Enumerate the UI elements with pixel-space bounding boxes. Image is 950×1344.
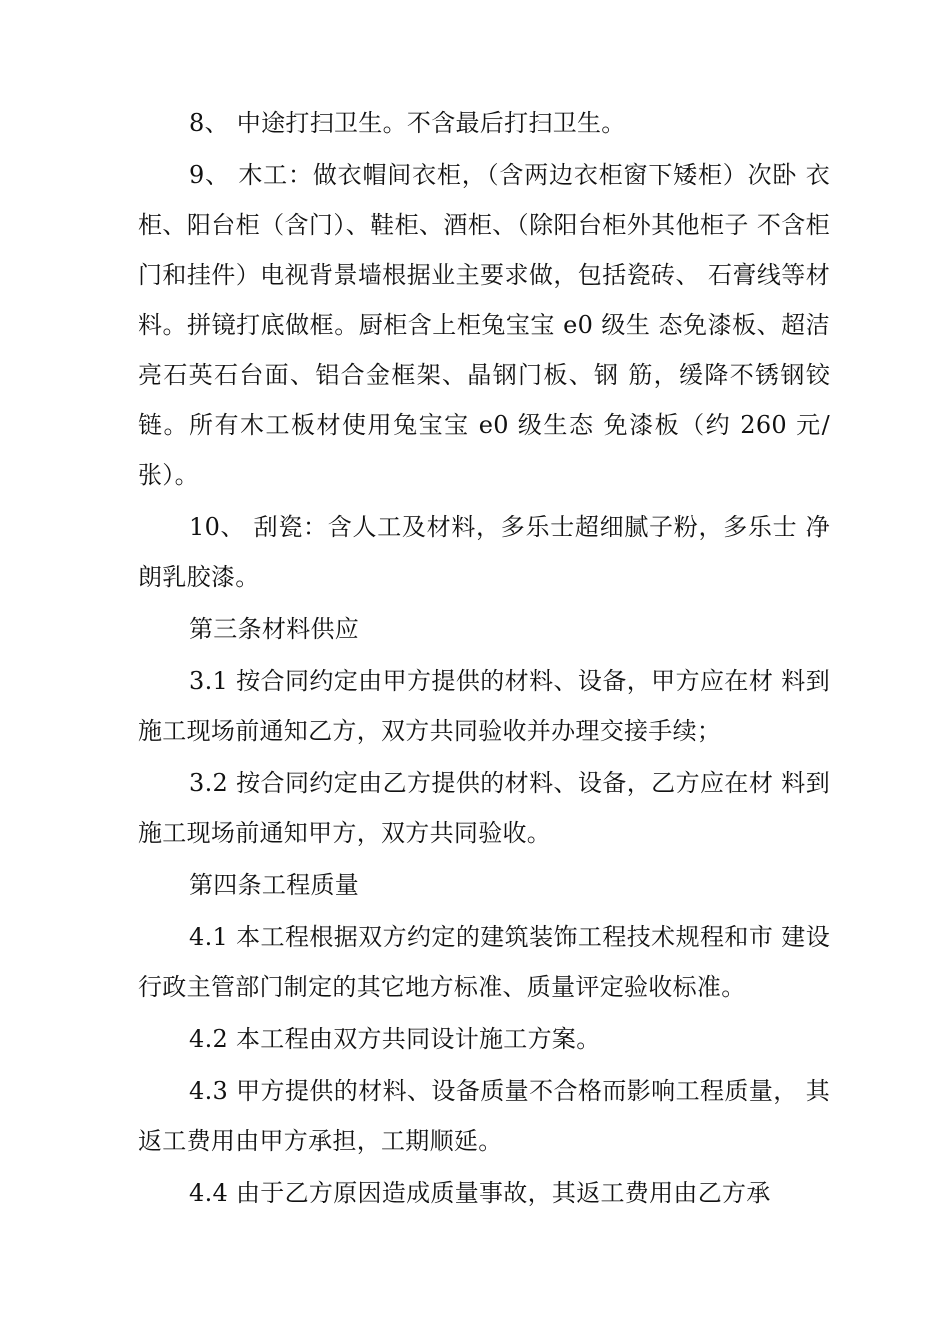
clause-3-2: 3.2 按合同约定由乙方提供的材料、设备，乙方应在材 料到施工现场前通知甲方，双方共同验收。 [138,769,830,847]
clause-3-1: 3.1 按合同约定由甲方提供的材料、设备，甲方应在材 料到施工现场前通知乙方，双方共同验收并办理交接手续； [138,667,830,745]
section-heading-quality: 第四条工程质量 [189,871,360,899]
clause-4-1: 4.1 本工程根据双方约定的建筑装饰工程技术规程和市 建设行政主管部门制定的其它地方标准、质量评定验收标准。 [138,923,830,1001]
clause-10-plastering: 10、 刮瓷：含人工及材料，多乐士超细腻子粉，多乐士 净朗乳胶漆。 [138,513,830,591]
document-page [138,98,830,1218]
clause-4-3: 4.3 甲方提供的材料、设备质量不合格而影响工程质量， 其返工费用由甲方承担，工期顺延。 [138,1077,830,1155]
clause-4-4: 4.4 由于乙方原因造成质量事故，其返工费用由乙方承 [189,1179,771,1207]
section-heading-materials: 第三条材料供应 [189,615,360,643]
clause-9-carpentry: 9、 木工：做衣帽间衣柜，（含两边衣柜窗下矮柜）次卧 衣柜、阳台柜（含门）、鞋柜、酒柜、（除阳台柜外其他柜子 不含柜门和挂件）电视背景墙根据业主要求做，包括瓷砖、 石膏线等材料。拼镜打底做框。厨柜含上柜兔宝宝 e0 级生 态免漆板、超洁亮石英石台面、铝合金框架、晶钢门板、钢 筋，缓降不锈钢铰链。所有木工板材使用兔宝宝 e0 级生态 免漆板（约 260 元/张）。 [138,161,830,489]
clause-8-cleaning: 8、 中途打扫卫生。不含最后打扫卫生。 [189,109,626,137]
clause-4-2: 4.2 本工程由双方共同设计施工方案。 [189,1025,601,1053]
